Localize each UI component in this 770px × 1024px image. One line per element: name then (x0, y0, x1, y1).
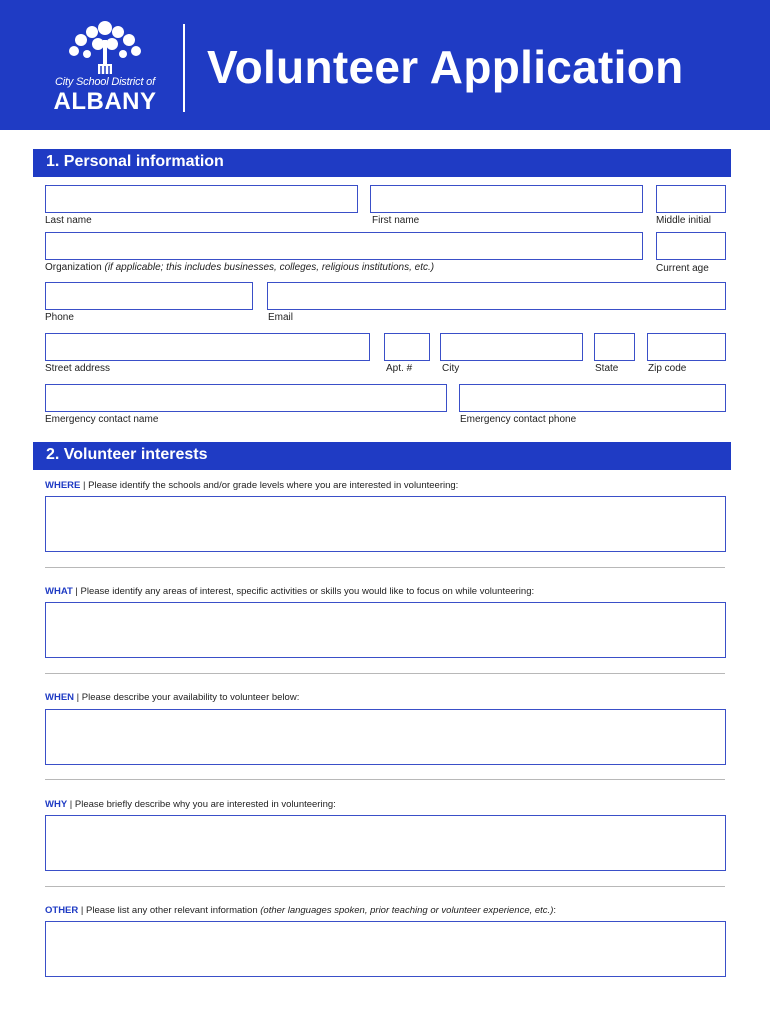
zip-code-input[interactable] (647, 333, 726, 361)
when-keyword: WHEN (45, 692, 75, 703)
why-textarea[interactable] (45, 815, 726, 871)
phone-input[interactable] (45, 282, 253, 310)
email-label: Email (268, 312, 294, 323)
what-textarea[interactable] (45, 602, 726, 658)
phone-label: Phone (45, 312, 74, 323)
current-age-label: Current age (656, 263, 709, 274)
organization-input[interactable] (45, 232, 643, 260)
section-volunteer-interests-header: 2. Volunteer interests (33, 442, 731, 470)
emergency-contact-name-label: Emergency contact name (45, 414, 159, 425)
divider (45, 567, 725, 568)
why-prompt (45, 799, 336, 810)
where-prompt (45, 480, 458, 491)
where-prompt-text: | Please identify the schools and/or grade levels where you are interested in volunteering: (80, 480, 459, 491)
why-prompt-text: | Please briefly describe why you are interested in volunteering: (67, 799, 336, 810)
city-label: City (442, 363, 460, 374)
header-banner (0, 0, 770, 130)
street-address-input[interactable] (45, 333, 370, 361)
page-title: Volunteer Application (207, 41, 684, 93)
first-name-input[interactable] (370, 185, 643, 213)
district-logo (46, 20, 164, 115)
last-name-label: Last name (45, 215, 92, 226)
organization-label-note: (if applicable; this includes businesses, colleges, religious institutions, etc.) (104, 262, 435, 273)
other-prompt-note: (other languages spoken, prior teaching or volunteer experience, etc.) (260, 905, 554, 916)
logo-albany-text: ALBANY (53, 88, 157, 115)
last-name-input[interactable] (45, 185, 358, 213)
what-keyword: WHAT (45, 586, 73, 597)
zip-code-label: Zip code (648, 363, 687, 374)
other-textarea[interactable] (45, 921, 726, 977)
organization-label-text: Organization (45, 262, 102, 273)
what-prompt (45, 586, 534, 597)
when-prompt-text: | Please describe your availability to volunteer below: (74, 692, 300, 703)
state-label: State (595, 363, 619, 374)
tree-icon (54, 20, 156, 78)
why-keyword: WHY (45, 799, 68, 810)
other-keyword: OTHER (45, 905, 79, 916)
current-age-input[interactable] (656, 232, 726, 260)
section-personal-information-header: 1. Personal information (33, 149, 731, 177)
apt-label: Apt. # (386, 363, 413, 374)
email-input[interactable] (267, 282, 726, 310)
state-input[interactable] (594, 333, 635, 361)
logo-district-text: City School District of (55, 76, 155, 88)
what-prompt-text: | Please identify any areas of interest, specific activities or skills you would like to focus on while volunteering: (72, 586, 535, 597)
divider (45, 779, 725, 780)
emergency-contact-phone-input[interactable] (459, 384, 726, 412)
other-prompt (45, 905, 556, 916)
divider (45, 886, 725, 887)
middle-initial-input[interactable] (656, 185, 726, 213)
other-prompt-text: | Please list any other relevant information (78, 905, 261, 916)
header-divider (183, 24, 185, 112)
when-prompt (45, 692, 299, 703)
street-address-label: Street address (45, 363, 111, 374)
apt-input[interactable] (384, 333, 430, 361)
emergency-contact-name-input[interactable] (45, 384, 447, 412)
first-name-label: First name (372, 215, 420, 226)
other-prompt-end: : (553, 905, 556, 916)
organization-label (45, 262, 434, 273)
divider (45, 673, 725, 674)
where-textarea[interactable] (45, 496, 726, 552)
middle-initial-label: Middle initial (656, 215, 712, 226)
where-keyword: WHERE (45, 480, 81, 491)
city-input[interactable] (440, 333, 583, 361)
emergency-contact-phone-label: Emergency contact phone (460, 414, 577, 425)
when-textarea[interactable] (45, 709, 726, 765)
